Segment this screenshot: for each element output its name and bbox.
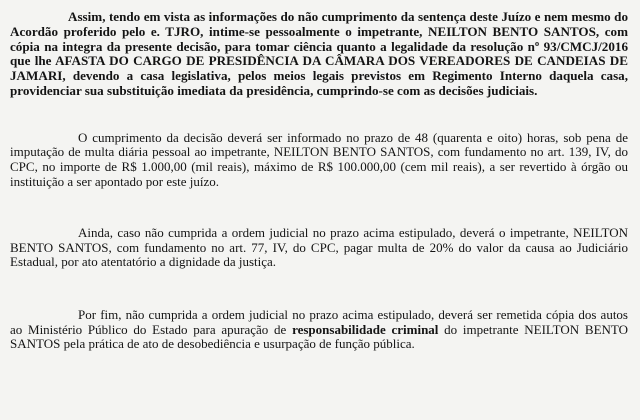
paragraph-4-text-b: do impetrante NEILTON BENTO SANTOS pela prática de ato de desobediência e usurpação de função pública. — [10, 321, 628, 352]
paragraph-1-text-a: Assim, tendo em vista as informações do não cumprimento da sentença deste Juízo e nem mesmo do Acordão proferido pelo e. TJRO, intime-se pessoalmente o impetrante, NEILTON BENTO SANTOS, com cópia na integra da presente decisão, para tomar ciência quanto a legalidade da resolução nº 93/CMCJ/2016 que lhe — [10, 9, 628, 69]
paragraph-4-text-a: Por fim, não cumprida a ordem judicial no prazo acima estipulado, deverá ser remetida cópia dos autos ao Ministério Público do Estado para apuração de — [10, 306, 628, 337]
paragraph-3 — [10, 226, 628, 270]
paragraph-4-bold-phrase: responsabilidade criminal — [292, 321, 439, 337]
paragraph-2-text: O cumprimento da decisão deverá ser informado no prazo de 48 (quarenta e oito) horas, sob pena de imputação de multa diária pessoal ao impetrante, NEILTON BENTO SANTOS, com fundamento no art. 139, IV, do CPC, no importe de R$ 1.000,00 (mil reais), máximo de R$ 100.000,00 (cem mil reais), a ser revertido à órgão ou instituição a ser apontado por este juízo. — [10, 129, 628, 189]
paragraph-1-bold — [10, 10, 628, 99]
paragraph-1-text-b: AFASTA DO CARGO DE PRESIDÊNCIA DA CÂMARA DOS VEREADORES DE CANDEIAS DE JAMARI — [10, 53, 629, 84]
paragraph-2 — [10, 131, 628, 189]
paragraph-1-text-c: , devendo a casa legislativa, pelos meios legais previstos em Regimento Interno daquela casa, providenciar sua substituição imediata da presidência, cumprindo-se com as decisões judiciais. — [10, 68, 628, 98]
paragraph-4 — [10, 308, 628, 352]
paragraph-3-text: Ainda, caso não cumprida a ordem judicial no prazo acima estipulado, deverá o impetrante, NEILTON BENTO SANTOS, com fundamento no art. 77, IV, do CPC, pagar multa de 20% do valor da causa ao Judiciário Estadual, por ato atentatório a dignidade da justiça. — [10, 225, 628, 270]
